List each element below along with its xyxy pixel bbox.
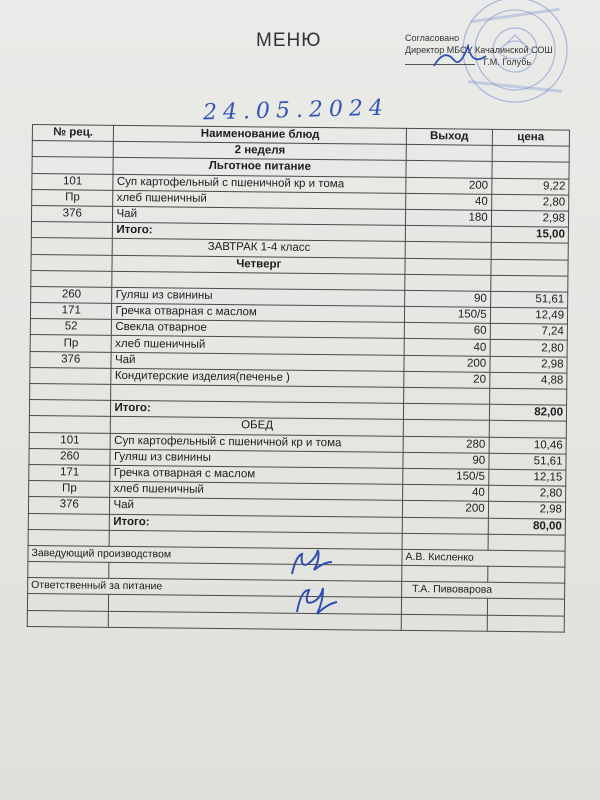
dish-price: 2,80 xyxy=(491,194,569,211)
dish-price: 2,98 xyxy=(491,210,569,227)
dish-output: 280 xyxy=(403,436,489,453)
dish-name: Кондитерские изделия(печенье ) xyxy=(111,368,404,387)
manager-label: Заведующий производством xyxy=(28,545,402,565)
dish-price: 2,98 xyxy=(488,502,566,519)
column-header-recipe: № рец. xyxy=(32,125,114,142)
dish-output: 90 xyxy=(403,452,489,469)
recipe-number: 376 xyxy=(28,497,110,514)
recipe-number: 376 xyxy=(30,351,112,368)
dish-price: 2,80 xyxy=(488,485,566,502)
recipe-number: Пр xyxy=(30,335,112,352)
section-title-lgot: Льготное питание xyxy=(113,158,406,177)
recipe-number: 171 xyxy=(29,464,111,481)
manager-signature xyxy=(286,548,336,580)
recipe-number: 101 xyxy=(32,173,114,190)
recipe-number: 101 xyxy=(29,432,111,449)
dish-price: 10,46 xyxy=(489,437,567,454)
recipe-number: Пр xyxy=(29,481,111,498)
director-signature xyxy=(430,44,490,72)
total-value-lgot: 15,00 xyxy=(491,226,569,243)
dish-output: 90 xyxy=(405,290,491,307)
dish-output: 150/5 xyxy=(403,468,489,485)
dish-output: 200 xyxy=(402,501,488,518)
recipe-number: Пр xyxy=(32,189,114,206)
approval-position: Директор МБОУ Качалинской СОШ xyxy=(405,45,553,55)
week-label: 2 неделя xyxy=(114,142,407,161)
dish-output: 20 xyxy=(404,371,490,388)
dish-output: 40 xyxy=(403,485,489,502)
dish-output: 60 xyxy=(404,323,490,340)
section-title-breakfast: ЗАВТРАК 1-4 класс xyxy=(113,239,406,258)
responsible-name: Т.А. Пивоварова xyxy=(402,582,565,600)
dish-price: 2,80 xyxy=(490,340,568,357)
dish-output: 150/5 xyxy=(404,306,490,323)
dish-name: Суп картофельный с пшеничной кр и тома xyxy=(111,433,404,452)
dish-price: 4,88 xyxy=(489,372,567,389)
responsible-signature xyxy=(291,582,341,622)
dish-output: 200 xyxy=(406,177,492,194)
column-header-dish: Наименование блюд xyxy=(114,125,407,144)
manager-name: А.В. Кисленко xyxy=(402,549,565,567)
dish-output: 180 xyxy=(405,209,491,226)
dish-name: Чай xyxy=(113,206,406,225)
recipe-number: 376 xyxy=(31,205,113,222)
column-header-output: Выход xyxy=(406,128,492,145)
responsible-label: Ответственный за питание xyxy=(28,578,402,598)
dish-name: Гречка отварная с маслом xyxy=(110,465,403,484)
total-label: Итого: xyxy=(113,222,406,241)
total-label: Итого: xyxy=(110,514,403,533)
dish-name: Гуляш из свинины xyxy=(112,287,405,306)
recipe-number xyxy=(30,367,112,384)
dish-price: 12,15 xyxy=(488,469,566,486)
dish-name: Гуляш из свинины xyxy=(110,449,403,468)
dish-name: Чай xyxy=(111,352,404,371)
dish-name: Гречка отварная с маслом xyxy=(112,303,405,322)
dish-name: хлеб пшеничный xyxy=(113,190,406,209)
approval-signer: Г.М. Голубь xyxy=(483,57,532,67)
dish-name: Суп картофельный с пшеничной кр и тома xyxy=(113,174,406,193)
dish-name: хлеб пшеничный xyxy=(110,481,403,500)
handwritten-date: 24.05.2024 xyxy=(202,95,390,126)
total-label: Итого: xyxy=(111,401,404,420)
page-title: МЕНЮ xyxy=(256,30,322,51)
column-header-price: цена xyxy=(492,129,570,146)
total-value-breakfast: 82,00 xyxy=(489,404,567,421)
dish-output: 200 xyxy=(404,355,490,372)
dish-price: 7,24 xyxy=(490,324,568,341)
dish-price: 51,61 xyxy=(490,291,568,308)
recipe-number: 52 xyxy=(30,319,112,336)
recipe-number: 171 xyxy=(30,303,112,320)
dish-price: 2,98 xyxy=(490,356,568,373)
dish-price: 51,61 xyxy=(489,453,567,470)
dish-name: хлеб пшеничный xyxy=(112,336,405,355)
section-title-lunch: ОБЕД xyxy=(111,417,404,436)
dish-price: 12,49 xyxy=(490,307,568,324)
recipe-number: 260 xyxy=(29,448,111,465)
dish-output: 40 xyxy=(404,339,490,356)
recipe-number: 260 xyxy=(31,286,113,303)
dish-price: 9,22 xyxy=(491,178,569,195)
day-label: Четверг xyxy=(112,255,405,274)
dish-name: Свекла отварное xyxy=(112,320,405,339)
dish-name: Чай xyxy=(110,498,403,517)
approval-label: Согласовано xyxy=(405,33,460,43)
dish-output: 40 xyxy=(406,193,492,210)
total-value-lunch: 80,00 xyxy=(488,518,566,535)
